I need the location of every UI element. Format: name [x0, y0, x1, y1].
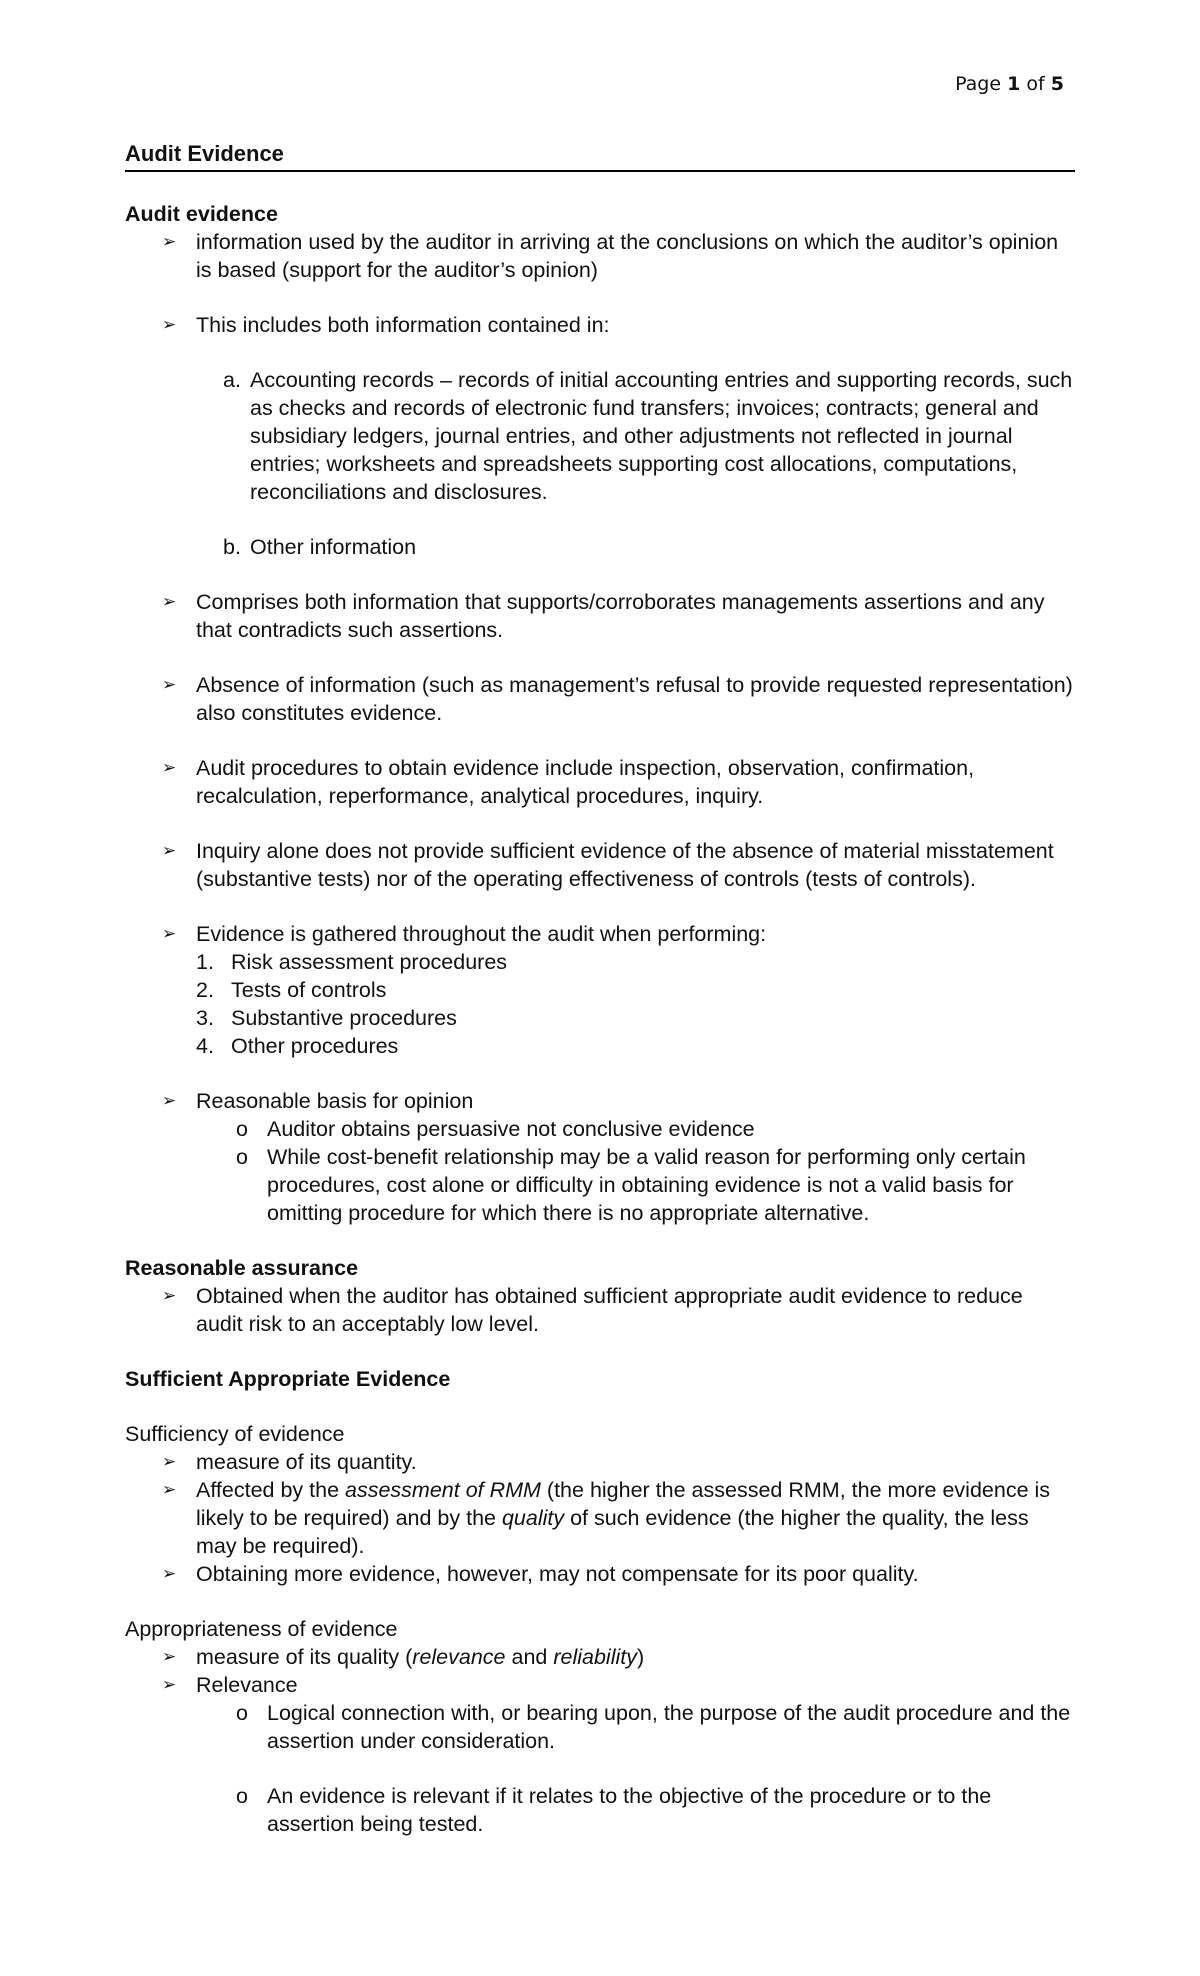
list-item: ➢ information used by the auditor in arriving at the conclusions on which the auditor’s opinion is based (support for the auditor’s opinion): [162, 230, 1059, 282]
list-item: ➢ Reasonable basis for opinion o Auditor obtains persuasive not conclusive evidence o While cost-benefit relationship may be a valid reason for performing only certain procedures, cost alone or difficulty in obtaining evidence is not a valid basis for omitting procedure for which there is no appropriate alternative.: [125, 1087, 1075, 1227]
heading-reasonable-assurance: Reasonable assurance: [125, 1256, 359, 1280]
heading-sufficiency: Sufficiency of evidence: [125, 1422, 345, 1446]
circle-bullet-icon: o: [236, 1145, 248, 1169]
list-item: o Auditor obtains persuasive not conclusive evidence: [236, 1117, 755, 1141]
list-item: ➢ Comprises both information that supports/corroborates managements assertions and any that contradicts such assertions.: [162, 590, 1045, 642]
circle-bullet-icon: o: [236, 1701, 248, 1725]
list-item: ➢ Affected by the assessment of RMM (the higher the assessed RMM, the more evidence is likely to be required) and by the quality of such evidence (the higher the quality, the less may be required).: [162, 1478, 1051, 1558]
arrow-bullet-icon: ➢: [162, 1675, 177, 1695]
arrow-bullet-icon: ➢: [162, 315, 177, 335]
document-body: [125, 140, 1075, 1838]
numbered-list: [125, 948, 1075, 1060]
list-item: 3. Substantive procedures: [196, 1006, 457, 1030]
list-item: o An evidence is relevant if it relates to the objective of the procedure or to the assertion being tested.: [236, 1784, 992, 1836]
circle-bullet-icon: o: [236, 1784, 248, 1808]
arrow-bullet-icon: ➢: [162, 675, 177, 695]
arrow-bullet-icon: ➢: [162, 1286, 177, 1306]
circle-bullet-icon: o: [236, 1117, 248, 1141]
arrow-bullet-icon: ➢: [162, 232, 177, 252]
document-title: Audit Evidence: [125, 140, 1075, 172]
audit-evidence-list: [125, 228, 1075, 1227]
reasonable-assurance-list: [125, 1282, 1075, 1338]
list-item: ➢ Evidence is gathered throughout the audit when performing: 1. Risk assessment procedures 2. Tests of controls 3. Substantive procedures 4. Other procedures: [125, 920, 1075, 1060]
arrow-bullet-icon: ➢: [162, 1452, 177, 1472]
appropriateness-list: [125, 1643, 1075, 1838]
arrow-bullet-icon: ➢: [162, 1480, 177, 1500]
sufficiency-list: [125, 1448, 1075, 1588]
lettered-list: [125, 366, 1075, 561]
list-item: ➢ Inquiry alone does not provide sufficient evidence of the absence of material misstatement (substantive tests) nor of the operating effectiveness of controls (tests of controls).: [162, 839, 1054, 891]
list-item: b. Other information: [223, 535, 417, 559]
list-item: ➢ Obtained when the auditor has obtained sufficient appropriate audit evidence to reduce audit risk to an acceptably low level.: [162, 1284, 1023, 1336]
heading-appropriateness: Appropriateness of evidence: [125, 1617, 398, 1641]
page-number: Page 1 of 5: [955, 73, 1064, 95]
list-item: ➢ Audit procedures to obtain evidence include inspection, observation, confirmation, recalculation, reperformance, analytical procedures, inquiry.: [162, 756, 975, 808]
heading-audit-evidence: Audit evidence: [125, 202, 278, 226]
list-item: a. Accounting records – records of initial accounting entries and supporting records, such as checks and records of electronic fund transfers; invoices; contracts; general and subsidiary ledgers, journal entries, and other adjustments not reflected in journal entries; worksheets and spreadsheets supporting cost allocations, computations, reconciliations and disclosures.: [223, 368, 1073, 504]
arrow-bullet-icon: ➢: [162, 841, 177, 861]
arrow-bullet-icon: ➢: [162, 758, 177, 778]
arrow-bullet-icon: ➢: [162, 924, 177, 944]
arrow-bullet-icon: ➢: [162, 592, 177, 612]
arrow-bullet-icon: ➢: [162, 1091, 177, 1111]
heading-sufficient-appropriate-evidence: Sufficient Appropriate Evidence: [125, 1367, 451, 1391]
list-item: ➢ measure of its quality (relevance and reliability): [162, 1645, 645, 1669]
list-item: o Logical connection with, or bearing upon, the purpose of the audit procedure and the assertion under consideration.: [236, 1701, 1071, 1753]
list-item: ➢ Obtaining more evidence, however, may not compensate for its poor quality.: [162, 1562, 919, 1586]
list-item: o While cost-benefit relationship may be a valid reason for performing only certain procedures, cost alone or difficulty in obtaining evidence is not a valid basis for omitting procedure for which there is no appropriate alternative.: [236, 1145, 1026, 1225]
arrow-bullet-icon: ➢: [162, 1647, 177, 1667]
arrow-bullet-icon: ➢: [162, 1564, 177, 1584]
list-item: ➢ Absence of information (such as management’s refusal to provide requested representation) also constitutes evidence.: [162, 673, 1073, 725]
list-item: ➢ This includes both information contained in: a. Accounting records – records of initial accounting entries and supporting records, such as checks and records of electronic fund transfers; invoices; contracts; general and subsidiary ledgers, journal entries, and other adjustments not reflected in journal entries; worksheets and spreadsheets supporting cost allocations, computations, reconciliations and disclosures. b. Other information: [125, 311, 1075, 561]
list-item: 4. Other procedures: [196, 1034, 399, 1058]
circle-list: [125, 1115, 1075, 1227]
relevance-list: [125, 1699, 1075, 1838]
list-item: 1. Risk assessment procedures: [196, 950, 508, 974]
list-item: ➢ measure of its quantity.: [162, 1450, 417, 1474]
list-item: ➢ Relevance o Logical connection with, or bearing upon, the purpose of the audit procedure and the assertion under consideration. o An evidence is relevant if it relates to the objective of the procedure or to the assertion being tested.: [125, 1671, 1075, 1838]
list-item: 2. Tests of controls: [196, 978, 387, 1002]
